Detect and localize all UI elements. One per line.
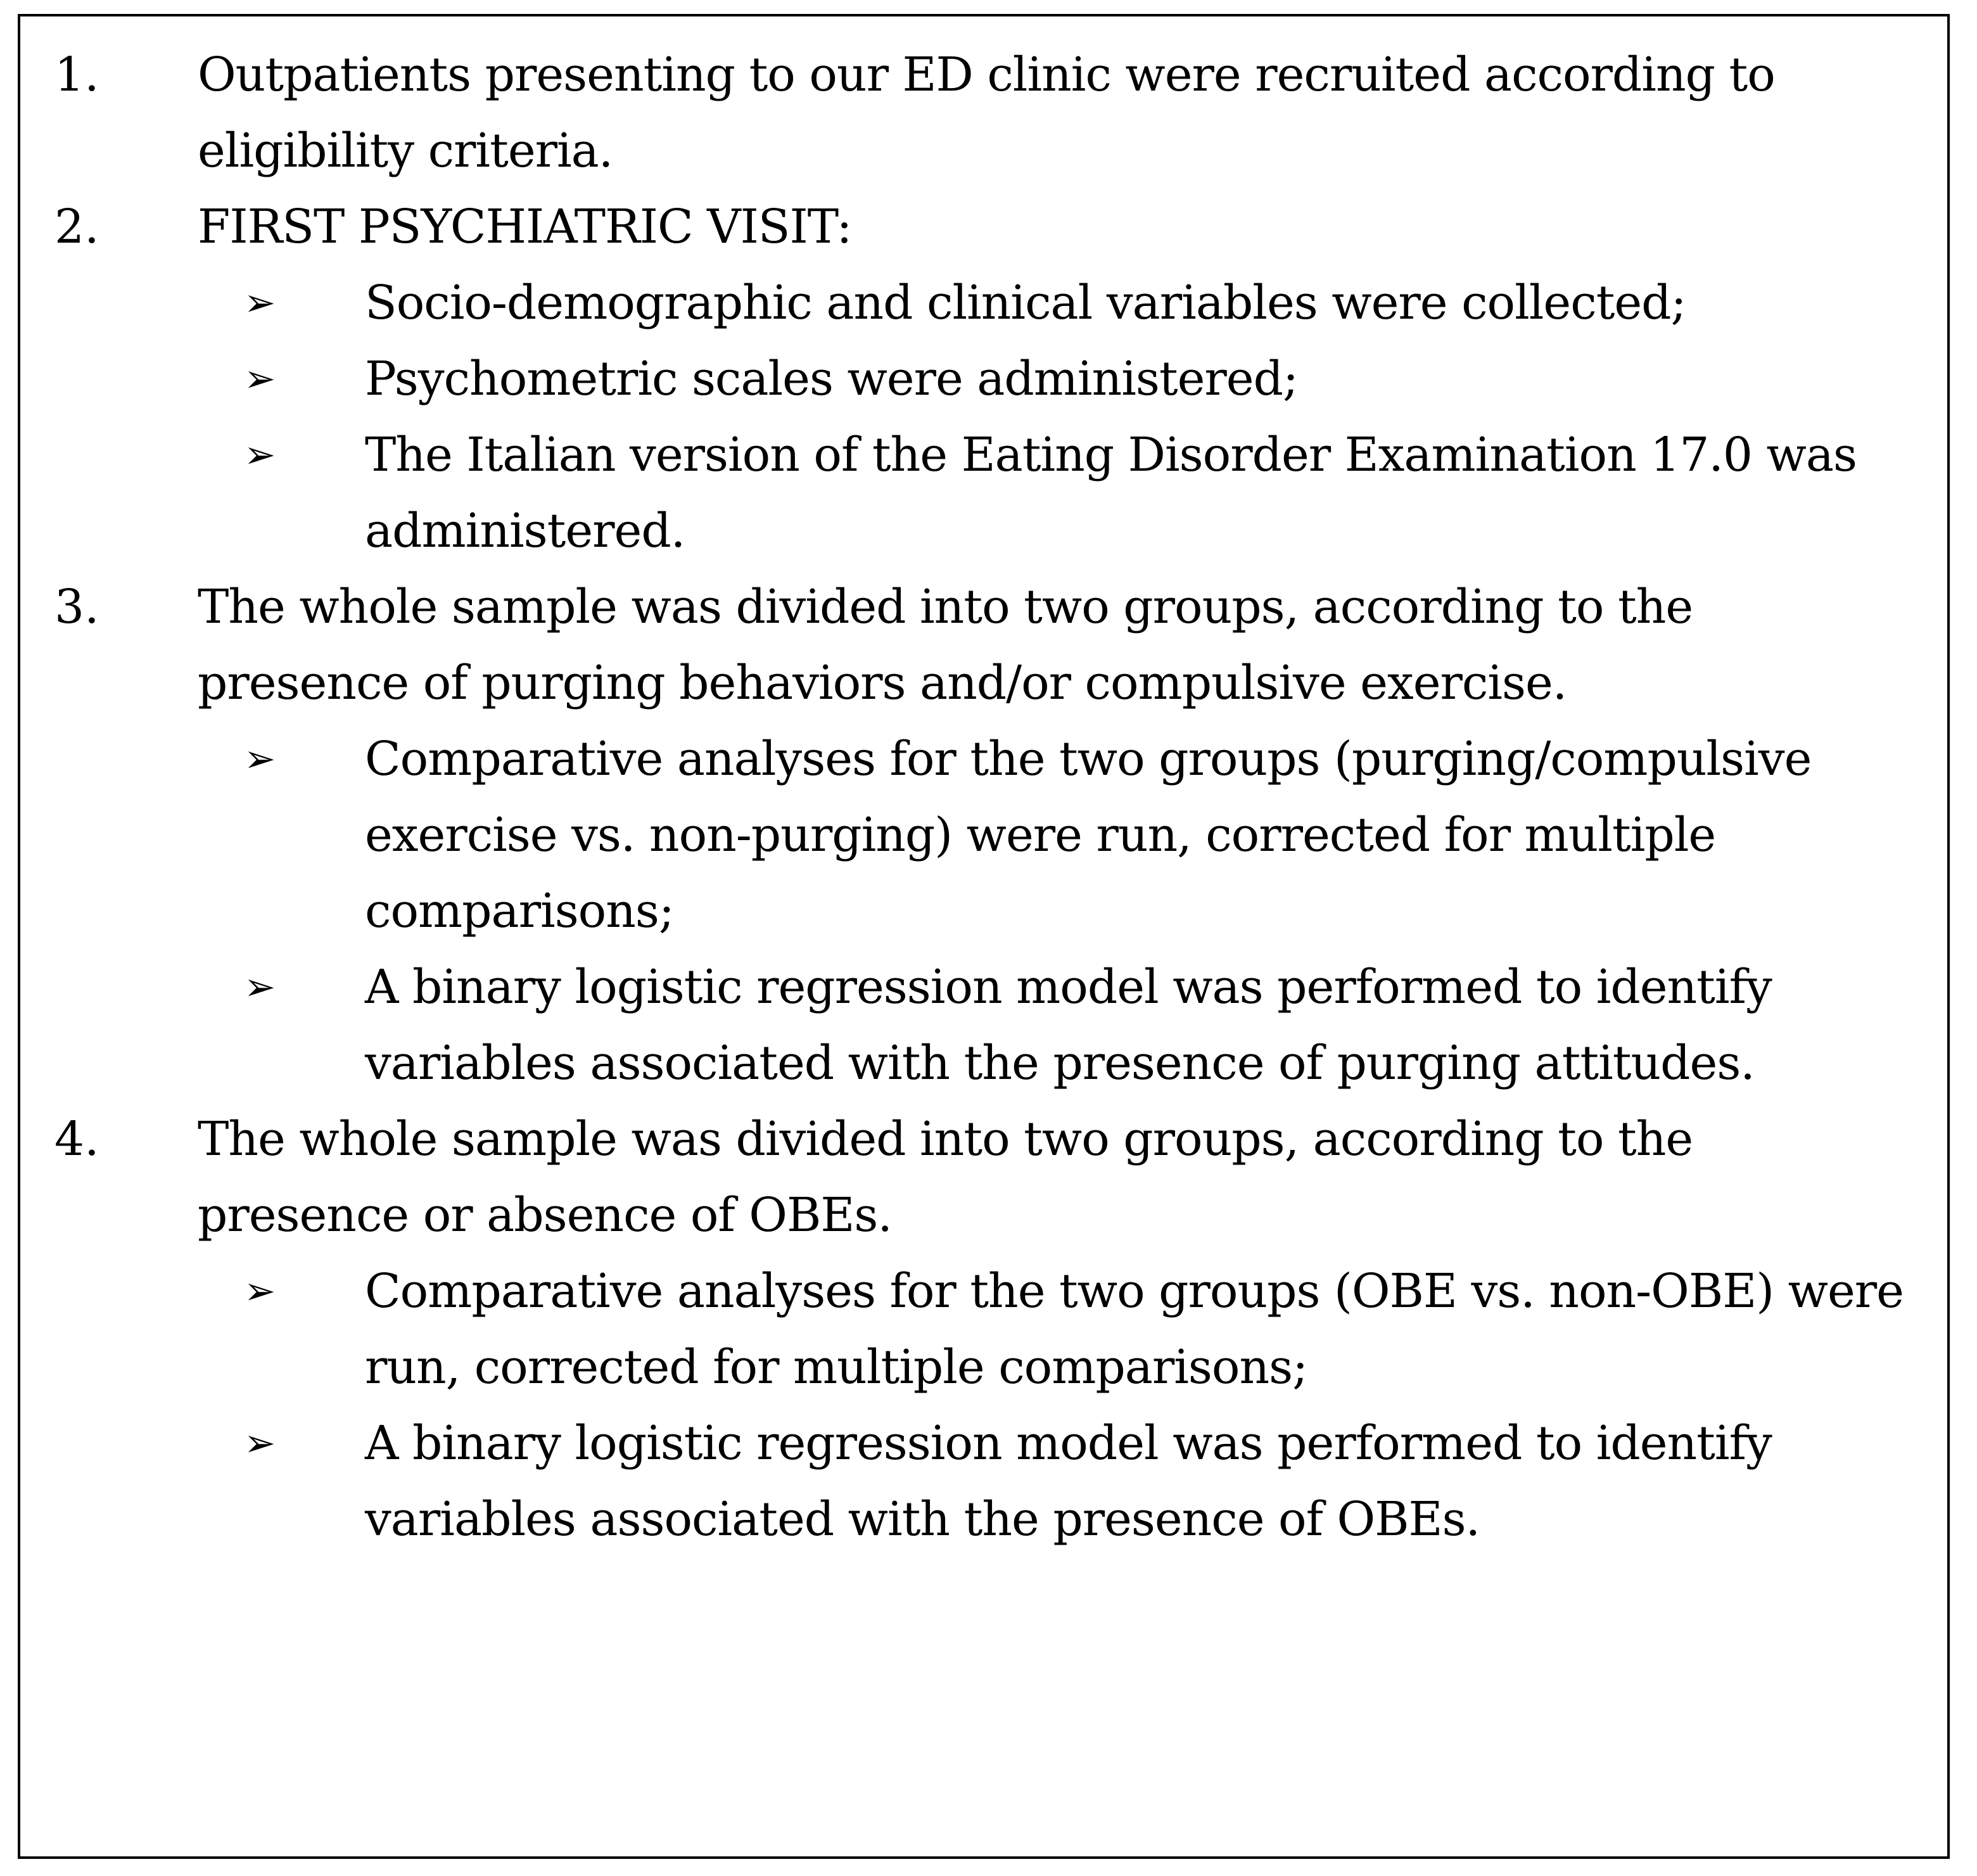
bullet-text-line: Socio-demographic and clinical variables were collected; <box>365 276 1686 330</box>
step-number: 2. <box>54 200 99 254</box>
step-text-line: eligibility criteria. <box>198 124 613 178</box>
arrow-bullet-icon: ➢ <box>244 281 276 325</box>
bullet-text-line: A binary logistic regression model was performed to identify <box>365 1416 1772 1471</box>
bullet-text-line: administered. <box>365 504 685 558</box>
arrow-bullet-icon: ➢ <box>244 433 276 477</box>
bullet-text-line: comparisons; <box>365 884 674 938</box>
step-text-line: Outpatients presenting to our ED clinic were recruited according to <box>198 48 1775 102</box>
step-text-line: presence of purging behaviors and/or compulsive exercise. <box>198 656 1567 710</box>
step-text-line: FIRST PSYCHIATRIC VISIT: <box>198 200 852 254</box>
bullet-text-line: exercise vs. non-purging) were run, corrected for multiple <box>365 808 1716 862</box>
step-number: 1. <box>54 48 99 102</box>
bullet-text-line: run, corrected for multiple comparisons; <box>365 1340 1308 1394</box>
bullet-text-line: The Italian version of the Eating Disorder Examination 17.0 was <box>365 428 1857 482</box>
bullet-text-line: A binary logistic regression model was performed to identify <box>365 960 1772 1014</box>
step-text-line: The whole sample was divided into two groups, according to the <box>198 1112 1693 1166</box>
arrow-bullet-icon: ➢ <box>244 1269 276 1313</box>
arrow-bullet-icon: ➢ <box>244 1421 276 1465</box>
step-number: 3. <box>54 580 99 634</box>
bullet-text-line: Psychometric scales were administered; <box>365 352 1298 406</box>
step-text-line: The whole sample was divided into two groups, according to the <box>198 580 1693 634</box>
arrow-bullet-icon: ➢ <box>244 965 276 1009</box>
bullet-text-line: Comparative analyses for the two groups (purging/compulsive <box>365 732 1812 786</box>
arrow-bullet-icon: ➢ <box>244 737 276 781</box>
bullet-text-line: variables associated with the presence of purging attitudes. <box>365 1036 1755 1090</box>
bullet-text-line: variables associated with the presence of OBEs. <box>365 1492 1480 1547</box>
step-number: 4. <box>54 1112 99 1166</box>
step-text-line: presence or absence of OBEs. <box>198 1188 892 1242</box>
bullet-text-line: Comparative analyses for the two groups (OBE vs. non-OBE) were <box>365 1264 1904 1318</box>
arrow-bullet-icon: ➢ <box>244 357 276 401</box>
